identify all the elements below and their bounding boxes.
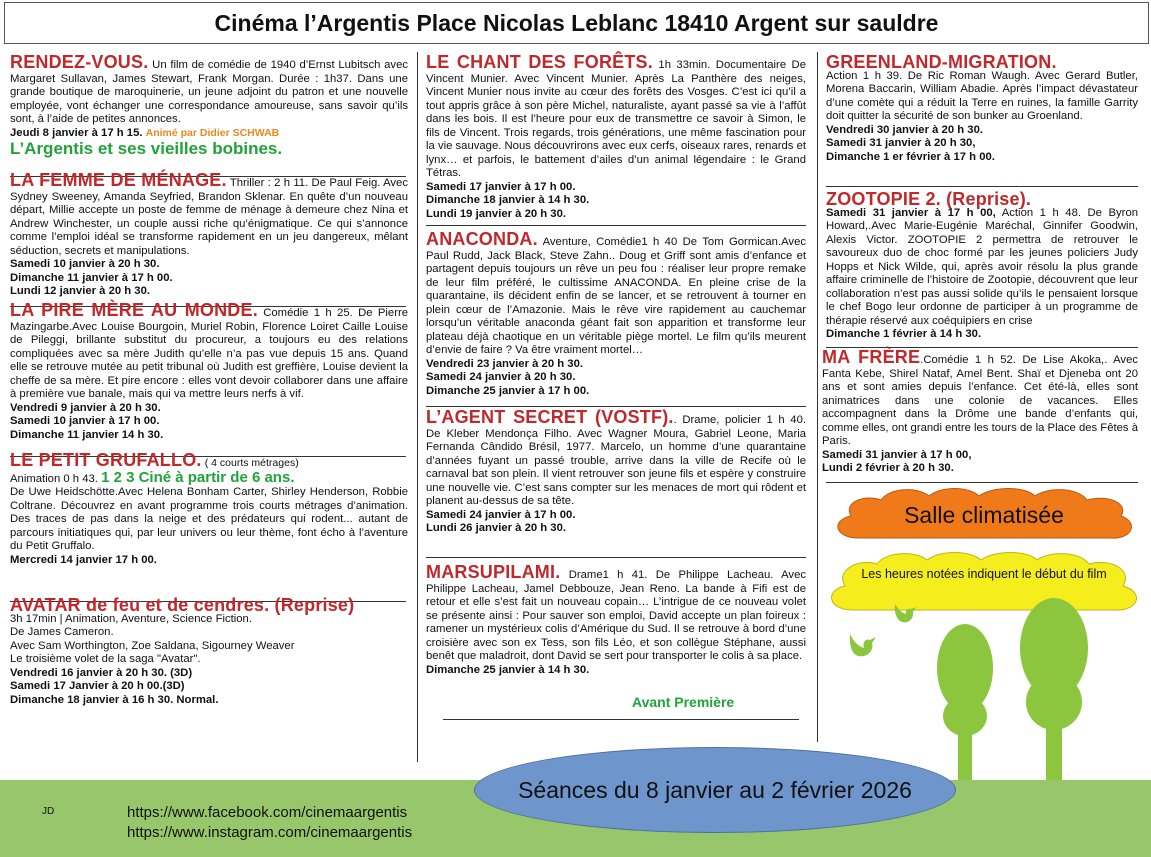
- movie-title: RENDEZ-VOUS.: [10, 52, 149, 72]
- session-time: Lundi 2 février à 20 h 30.: [822, 462, 954, 474]
- session-time: Lundi 19 janvier à 20 h 30.: [426, 207, 567, 220]
- movie-title: MA FRÈRE: [822, 347, 921, 367]
- session-time: Vendredi 9 janvier à 20 h 30.: [10, 401, 161, 414]
- movie-title: L’AGENT SECRET (VOSTF).: [426, 407, 674, 427]
- session-time: Dimanche 1 février à 14 h 30.: [826, 328, 982, 340]
- movie-title: GREENLAND-MIGRATION.: [826, 52, 1057, 72]
- movie-description: . Drame, policier 1 h 40. De Kleber Mendonça Filho. Avec Wagner Moura, Gabriel Leone, Maria Fernanda Cândido Brésil, 1977. Marcelo, un homme d’une quarantaine d’années fuyant un passé trouble, arrive dans la ville de Recife où le carnaval bat son plein. Il vient retrouver son jeune fils et espère y construire une nouvelle vie. C’est sans compter sur les menaces de mort qui rôdent et planent au-dessus de sa tête.: [426, 414, 807, 507]
- movie-note: ( 4 courts métrages): [204, 457, 299, 469]
- movie-pire-mere: [10, 300, 408, 454]
- column-right: [822, 52, 1139, 476]
- movie-description: Action 1 h 39. De Ric Roman Waugh. Avec Gerard Butler, Morena Baccarin, William Abadie. Après l’impact dévastateur d’une comète qui a réduit la Terre en ruines, la famille Garrity doit quitter la sécurité de son bunker au Groenland.: [826, 69, 1138, 122]
- movie-agent-secret: [426, 407, 807, 566]
- session-time: Samedi 31 janvier à 20 h 30,: [826, 137, 976, 149]
- movie-title: ANACONDA.: [426, 229, 538, 249]
- movie-description: 1h 33min. Documentaire De Vincent Munier. Avec Vincent Munier. Après La Panthère des neiges, Vincent Munier nous invite au cœur des forêts des Vosges. C’est ici qu’il a tout appris grâce à son père Michel, naturaliste, ayant passé sa vie à l’affût dans les bois. Il est l’heure pour eux de transmettre ce savoir à Simon, le fils de Vincent. Trois regards, trois générations, une même fascination pour la vie sauvage. Nous découvrirons avec eux cerfs, oiseaux rares, renards et lynx… et parfois, le battement d’ailes d’un animal légendaire : le Grand Tétras.: [426, 59, 806, 179]
- social-links: [127, 803, 412, 843]
- session-time: Samedi 24 janvier à 17 h 00.: [426, 508, 576, 521]
- movie-description: Action 1 h 48. De Byron Howard,.Avec Marie-Eugénie Maréchal, Ginnifer Goodwin, Alexis Victor. ZOOTOPIE 2 permettra de retrouver le savoureux duo de choc formé par les jeunes policiers Judy Hopps et Nick Wilde, qui, après avoir résolu la plus grande affaire criminelle de l’histoire de Zootopie, découvrent que leur collaboration n’est pas aussi solide qu’ils le pensaient lorsque le chef Bogo leur ordonne de participer à un programme de thérapie réservé aux coéquipiers en crise: [826, 206, 1139, 327]
- session-time: Dimanche 25 janvier à 14 h 30.: [426, 663, 590, 676]
- movie-cast: Avec Sam Worthington, Zoe Saldana, Sigourney Weaver: [10, 639, 295, 652]
- movie-rendez-vous: [10, 52, 409, 174]
- session-time: Vendredi 23 janvier à 20 h 30.: [426, 357, 583, 370]
- column-divider-left: [417, 52, 418, 762]
- divider: [443, 719, 799, 720]
- movie-genre: Animation 0 h 43.: [10, 472, 98, 485]
- session-time: Mercredi 14 janvier 17 h 00.: [10, 553, 157, 566]
- movie-description: De Uwe Heidschötte.Avec Helena Bonham Carter, Shirley Henderson, Robbie Coltrane. Découvrez en avant programme trois courts métrages d’animation. Des traces de pas dans la neige et des prédateurs qui rodent... autant de parcours initiatiques qui, par leur univers ou leur thème, font écho à l’aventure du Petit Gruffalo.: [10, 486, 408, 552]
- movie-femme-de-menage: [10, 170, 408, 304]
- movie-description: .Comédie 1 h 52. De Lise Akoka,. Avec Fanta Kebe, Shirel Nataf, Amel Bent. Shaï et Djeneba ont 20 ans et sont amies depuis l’enfance. Cet été-là, elles sont animatrices dans une colonie de vacances. Elles accompagnent dans la Drôme une bande d’enfants qui, comme elles, ont grandi entre les tours de la Place des Fêtes à Paris.: [822, 354, 1139, 447]
- dates-banner: [474, 747, 956, 833]
- event-tagline: 1 2 3 Ciné à partir de 6 ans.: [101, 468, 295, 486]
- movie-title: LA FEMME DE MÉNAGE.: [10, 170, 227, 190]
- movie-title: LE PETIT GRUFALLO.: [10, 450, 202, 470]
- movie-avatar: [10, 595, 408, 707]
- event-tagline: L’Argentis et ses vieilles bobines.: [10, 139, 283, 158]
- movie-anaconda: [426, 229, 807, 411]
- column-middle: [426, 52, 807, 677]
- session-time: Dimanche 11 janvier 14 h 30.: [10, 428, 164, 441]
- session-time: Vendredi 16 janvier à 20 h 30. (3D): [10, 666, 193, 679]
- movie-marsupilami: [426, 562, 807, 677]
- session-time: Samedi 10 janvier à 17 h 00.: [10, 415, 160, 427]
- movie-description: Aventure, Comédie1 h 40 De Tom Gormican.Avec Paul Rudd, Jack Black, Steve Zahn.. Doug et Griff sont amis d’enfance et partagent depuis toujours un rêve un peu fou : réaliser leur propre remake de leur film préféré, le cultissime ANACONDA. En pleine crise de la quarantaine, ils décident enfin de se lancer, et se retrouvent à tourner en plein cœur de l’Amazonie. Mais le rêve vire rapidement au cauchemar lorsqu’un véritable anaconda géant fait son apparition et transforme leur plateau déjà chaotique en un véritable piège mortel. Le film qu’ils meurent d’envie de faire ? Va être vraiment mortel…: [426, 236, 807, 356]
- movie-zootopie: [826, 189, 1139, 351]
- session-time: Samedi 24 janvier à 20 h 30.: [426, 371, 576, 383]
- movie-title: LE CHANT DES FORÊTS.: [426, 52, 653, 72]
- bird-icon: [846, 628, 880, 662]
- dates-banner-text: Séances du 8 janvier au 2 février 2026: [518, 776, 912, 803]
- host-note: Animé par Didier SCHWAB: [145, 126, 280, 139]
- air-conditioned-label: Salle climatisée: [904, 501, 1064, 528]
- session-time: Samedi 31 janvier à 17 h 00,: [822, 448, 972, 461]
- movie-title: LA PIRE MÈRE AU MONDE.: [10, 300, 258, 320]
- session-time: Samedi 17 Janvier à 20 h 00.(3D): [10, 680, 185, 692]
- trees-illustration: [930, 598, 1150, 788]
- session-time: Lundi 26 janvier à 20 h 30.: [426, 522, 567, 534]
- session-time: Samedi 31 janvier à 17 h 00,: [826, 206, 996, 219]
- session-time: Dimanche 25 janvier à 17 h 00.: [426, 384, 590, 397]
- bird-icon: [892, 600, 920, 628]
- session-time: Vendredi 30 janvier à 20 h 30.: [826, 123, 983, 136]
- movie-description: Comédie 1 h 25. De Pierre Mazingarbe.Avec Louise Bourgoin, Muriel Robin, Florence Loiret Caille Louise de Pileggi, brillante substitut du procureur, a toujours eu des relations compliquées avec sa mère Judith qu’elle n’a pas vue depuis 15 ans. Quand elle se retrouve mutée au petit tribunal où Judith est greffière, Louise devient la cheffe de sa mère. Et pire encore : elles vont devoir collaborer dans une affaire à première vue banale, mais qui va mettre leurs nerfs à vif.: [10, 307, 408, 400]
- session-time: Dimanche 18 janvier à 16 h 30. Normal.: [10, 693, 219, 706]
- session-time: Jeudi 8 janvier à 17 h 15.: [10, 126, 143, 139]
- start-time-note: Les heures notées indiquent le début du film: [861, 567, 1107, 581]
- facebook-link[interactable]: https://www.facebook.com/cinemaargentis: [127, 804, 408, 821]
- column-divider-right: [817, 52, 818, 742]
- movie-description: Drame1 h 41. De Philippe Lacheau. Avec Philippe Lacheau, Jamel Debbouze, Jean Reno. La bande à Fifi est de retour et elle s’est fait un nouveau copain… L’intrigue de ce nouveau volet se présente ainsi : Pour sauver son emploi, David accepte un plan foireux : ramener un mystérieux colis d’Amérique du Sud. Il se retrouve à bord d’une croisière avec son ex Tess, son fils Léo, et son collègue Stéphane, aussi benêt que maladroit, dont David se sert pour transporter le colis à sa place.: [426, 569, 807, 662]
- movie-description: Le troisième volet de la saga "Avatar".: [10, 653, 201, 665]
- instagram-link[interactable]: https://www.instagram.com/cinemaargentis: [127, 824, 413, 841]
- movie-chant-des-forets: [426, 52, 806, 233]
- movie-description: Un film de comédie de 1940 d’Ernst Lubitsch avec Margaret Sullavan, James Stewart, Frank Morgan. Durée : 1h37. Dans une grande boutique de maroquinerie, un jeune adjoint du patron et une nouvelle employée, vont échanger une correspondance amoureuse, sans savoir qu’ils sont, à l’aide de petites annonces.: [10, 59, 409, 125]
- column-left: [10, 52, 409, 707]
- movie-ma-frere: [822, 347, 1139, 476]
- avant-premiere-label: Avant Première: [632, 694, 735, 710]
- movie-petit-gruffalo: [10, 450, 408, 599]
- page-title-text: Cinéma l’Argentis Place Nicolas Leblanc 18410 Argent sur sauldre: [214, 9, 939, 36]
- session-time: Dimanche 18 janvier à 14 h 30.: [426, 194, 590, 206]
- movie-director: De James Cameron.: [10, 626, 114, 638]
- session-time: Samedi 17 janvier à 17 h 00.: [426, 180, 576, 193]
- movie-title: ZOOTOPIE 2. (Reprise).: [826, 189, 1032, 209]
- movie-greenland: [826, 52, 1138, 193]
- movie-title: MARSUPILAMI.: [426, 562, 561, 582]
- movie-title: AVATAR de feu et de cendres. (Reprise): [10, 595, 355, 615]
- session-time: Lundi 12 janvier à 20 h 30.: [10, 285, 151, 297]
- author-initials: JD: [42, 806, 55, 817]
- session-time: Dimanche 11 janvier à 17 h 00.: [10, 271, 173, 284]
- page-title: [4, 2, 1149, 44]
- session-time: Dimanche 1 er février à 17 h 00.: [826, 150, 995, 163]
- session-time: Samedi 10 janvier à 20 h 30.: [10, 258, 160, 270]
- movie-description: Thriller : 2 h 11. De Paul Feig. Avec Sydney Sweeney, Amanda Seyfried, Brandon Sklenar. En quête d’un nouveau départ, Millie accepte un poste de femme de ménage à demeure chez Nina et Andrew Winchester, un couple aussi riche qu’énigmatique. Ce qui s’annonce comme l’emploi idéal se transforme rapidement en un jeu dangereux, mêlant séduction, secrets et manipulations.: [10, 177, 408, 257]
- divider: [826, 482, 1138, 483]
- movie-info: 3h 17min | Animation, Aventure, Science Fiction.: [10, 612, 252, 625]
